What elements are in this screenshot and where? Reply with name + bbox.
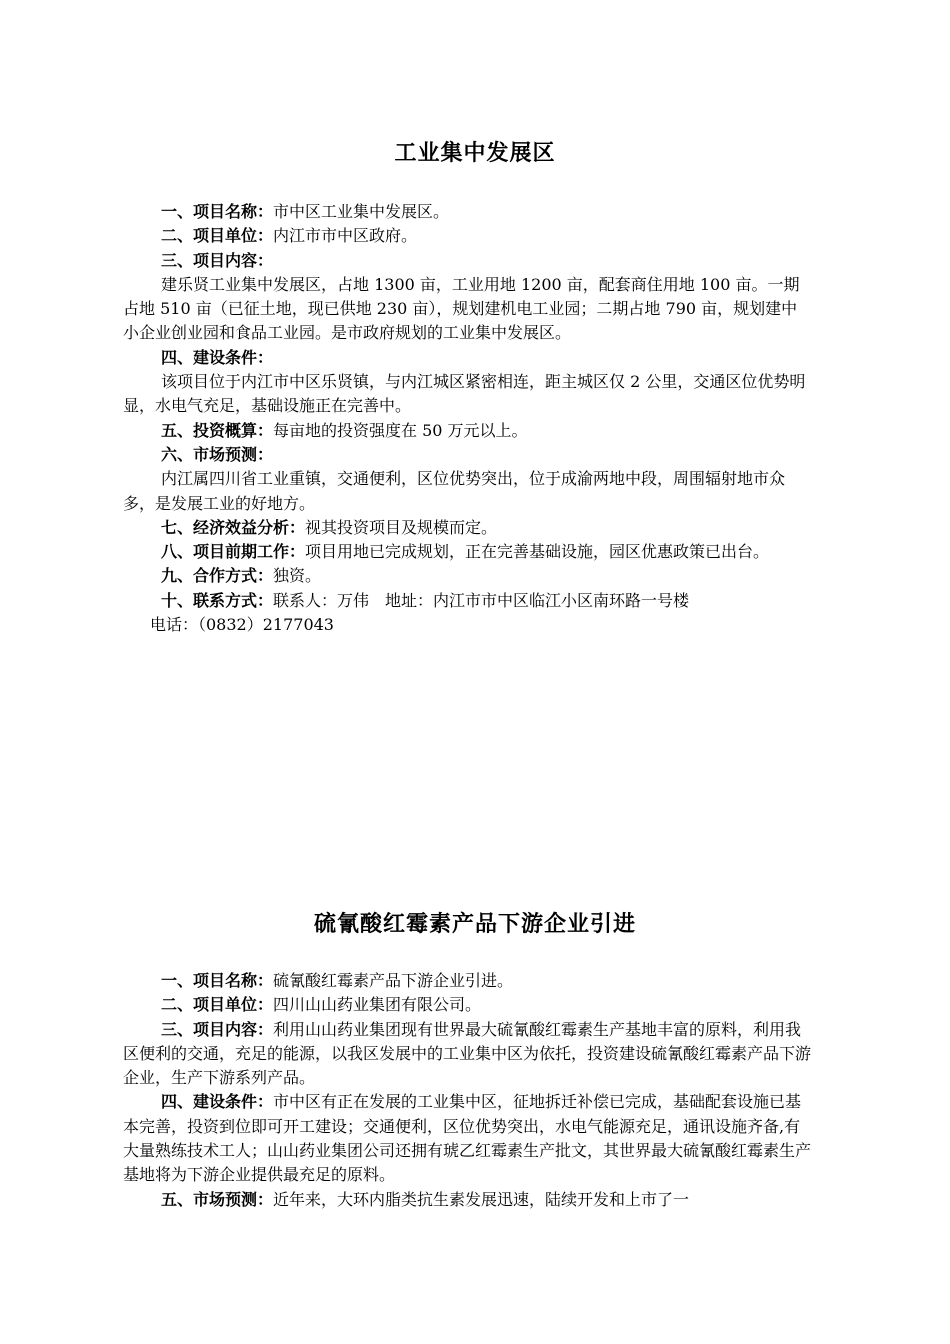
s1-item6-label: 六、市场预测：: [161, 444, 274, 464]
s2-item5-label: 五、市场预测：: [161, 1189, 274, 1209]
s1-item9-text: 独资。: [273, 566, 322, 586]
s1-item3-label: 三、项目内容：: [161, 250, 274, 270]
section2-body: [123, 969, 813, 1212]
s1-item7-text: 视其投资项目及规模而定。: [305, 517, 498, 537]
s1-item-project-name: [123, 200, 813, 224]
s1-item7-label: 七、经济效益分析：: [161, 517, 306, 537]
s1-item2-text: 内江市市中区政府。: [273, 226, 418, 246]
s2-item-project-unit: [123, 993, 813, 1017]
s1-item-benefit: [123, 516, 813, 540]
s2-item-project-name: [123, 969, 813, 993]
section2-title: 硫氰酸红霉素产品下游企业引进: [313, 912, 636, 937]
s2-item2-label: 二、项目单位：: [161, 995, 274, 1015]
s1-item3-text: 建乐贤工业集中发展区，占地 1300 亩，工业用地 1200 亩，配套商住用地 100 亩。一期占地 510 亩（已征土地，现已供地 230 亩），规划建机电工业园；二期占地 790 亩，规划建中小企业创业园和食品工业园。是市政府规划的工业集中发展区。: [123, 274, 800, 343]
s1-item1-label: 一、项目名称：: [161, 202, 274, 221]
s2-item5-text: 近年来，大环内脂类抗生素发展迅速，陆续开发和上市了一: [273, 1189, 690, 1209]
s2-item-content: [123, 1018, 813, 1091]
s1-item2-label: 二、项目单位：: [161, 226, 274, 246]
section1-body: [123, 200, 813, 637]
s2-item-market: [123, 1188, 813, 1212]
s1-item4-label: 四、建设条件：: [161, 347, 274, 367]
s2-item4-label: 四、建设条件：: [161, 1092, 274, 1112]
s1-item10-phone-line: [123, 613, 813, 637]
section1-title: 工业集中发展区: [394, 141, 556, 166]
s2-item3-text: 利用山山药业集团现有世界最大硫氰酸红霉素生产基地丰富的原料，利用我区便利的交通，充足的能源，以我区发展中的工业集中区为依托，投资建设硫氰酸红霉素产品下游企业，生产下游系列产品。: [123, 1019, 812, 1088]
s1-item9-label: 九、合作方式：: [161, 566, 274, 586]
s2-item1-label: 一、项目名称：: [161, 971, 274, 990]
s1-item10-phone: 电话：（0832）2177043: [150, 615, 334, 635]
s1-item8-text: 项目用地已完成规划，正在完善基础设施，园区优惠政策已出台。: [305, 542, 770, 562]
s1-item5-label: 五、投资概算：: [161, 420, 274, 440]
s2-item1-text: 硫氰酸红霉素产品下游企业引进。: [273, 971, 514, 990]
s2-item2-text: 四川山山药业集团有限公司。: [273, 995, 482, 1015]
s1-item-project-unit: [123, 224, 813, 248]
s1-item-preliminary: [123, 540, 813, 564]
s1-item-cooperation: [123, 564, 813, 588]
s2-item3-label: 三、项目内容：: [161, 1019, 274, 1039]
s1-item8-label: 八、项目前期工作：: [161, 542, 306, 562]
s1-item-content-label: [123, 249, 813, 273]
s1-item-market-label: [123, 443, 813, 467]
s1-item-contact: [123, 589, 813, 613]
s1-item1-text: 市中区工业集中发展区。: [273, 202, 450, 221]
s1-item6-text: 内江属四川省工业重镇，交通便利，区位优势突出，位于成渝两地中段，周围辐射地市众多，是发展工业的好地方。: [123, 469, 786, 513]
s1-item10-text: 联系人：万伟 地址：内江市市中区临江小区南环路一号楼: [273, 590, 690, 610]
s1-item-investment: [123, 419, 813, 443]
s1-item4-text: 该项目位于内江市中区乐贤镇，与内江城区紧密相连，距主城区仅 2 公里，交通区位优势明显，水电气充足，基础设施正在完善中。: [123, 372, 806, 416]
s1-item5-text: 每亩地的投资强度在 50 万元以上。: [273, 420, 528, 440]
s1-item-conditions-label: [123, 346, 813, 370]
s1-item10-label: 十、联系方式：: [161, 590, 274, 610]
s2-item-conditions: [123, 1090, 813, 1187]
s2-item4-text: 市中区有正在发展的工业集中区，征地拆迁补偿已完成，基础配套设施已基本完善，投资到位即可开工建设；交通便利，区位优势突出，水电气能源充足，通讯设施齐备,有大量熟练技术工人；山山药业集团公司还拥有琥乙红霉素生产批文，其世界最大硫氰酸红霉素生产基地将为下游企业提供最充足的原料。: [123, 1092, 812, 1185]
